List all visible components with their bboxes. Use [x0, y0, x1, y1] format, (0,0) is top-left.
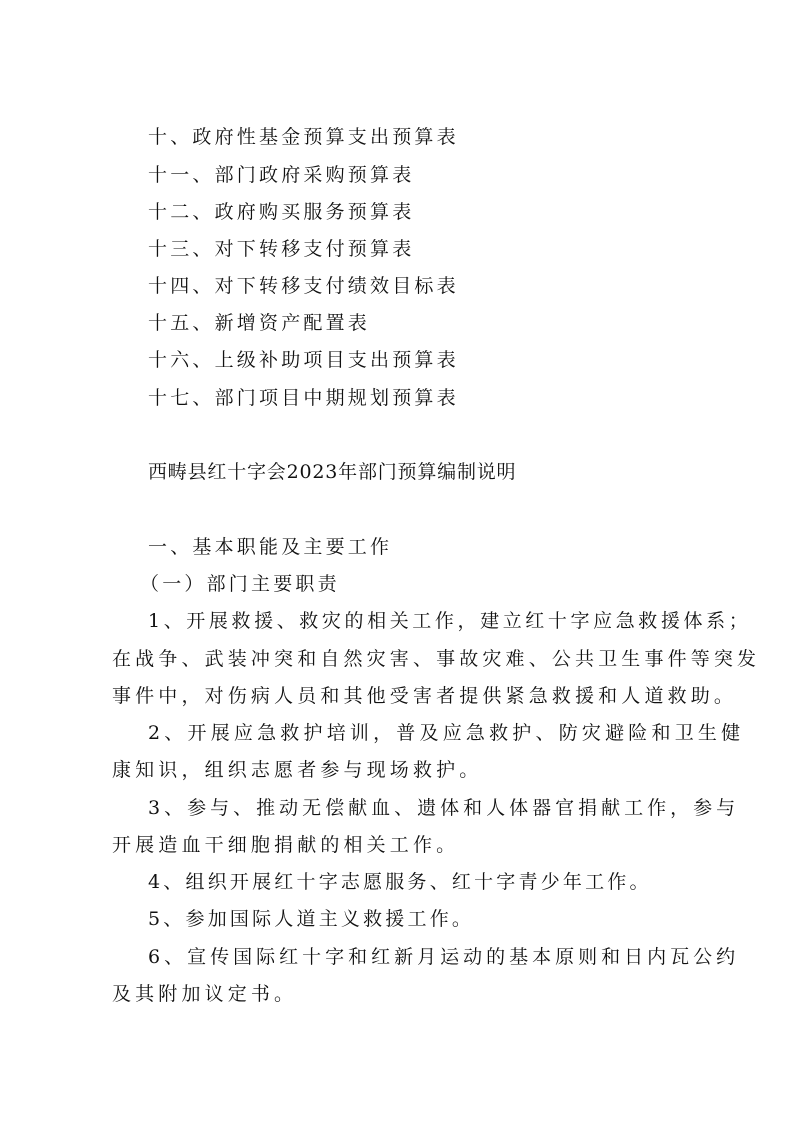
paragraph-2-line-1: 2、开展应急救护培训，普及应急救护、防灾避险和卫生健 — [148, 722, 745, 744]
paragraph-6-line-2: 及其附加议定书。 — [112, 983, 298, 1005]
toc-item: 十一、部门政府采购预算表 — [148, 164, 415, 186]
toc-item: 十四、对下转移支付绩效目标表 — [148, 275, 459, 297]
paragraph-3-line-1: 3、参与、推动无偿献血、遗体和人体器官捐献工作，参与 — [148, 797, 740, 819]
toc-item: 十二、政府购买服务预算表 — [148, 201, 415, 223]
paragraph-2-line-2: 康知识，组织志愿者参与现场救护。 — [112, 759, 483, 781]
toc-item: 十七、部门项目中期规划预算表 — [148, 387, 459, 409]
subsection-heading: （一）部门主要职责 — [140, 573, 340, 595]
paragraph-1-line-2: 在战争、武装冲突和自然灾害、事故灾难、公共卫生事件等突发 — [112, 648, 761, 670]
paragraph-1-line-1: 1、开展救援、救灾的相关工作，建立红十字应急救援体系； — [148, 610, 752, 632]
paragraph-4: 4、组织开展红十字志愿服务、红十字青少年工作。 — [148, 871, 652, 893]
toc-item: 十五、新增资产配置表 — [148, 312, 371, 334]
paragraph-6-line-1: 6、宣传国际红十字和红新月运动的基本原则和日内瓦公约 — [148, 946, 740, 968]
section-heading: 一、基本职能及主要工作 — [148, 536, 393, 558]
paragraph-1-line-3: 事件中，对伤病人员和其他受害者提供紧急救援和人道救助。 — [112, 685, 738, 707]
toc-item: 十、政府性基金预算支出预算表 — [148, 126, 459, 148]
paragraph-3-line-2: 开展造血干细胞捐献的相关工作。 — [112, 834, 460, 856]
toc-item: 十六、上级补助项目支出预算表 — [148, 349, 459, 371]
document-title: 西畴县红十字会2023年部门预算编制说明 — [148, 461, 517, 483]
paragraph-5: 5、参加国际人道主义救援工作。 — [148, 908, 475, 930]
toc-item: 十三、对下转移支付预算表 — [148, 238, 415, 260]
